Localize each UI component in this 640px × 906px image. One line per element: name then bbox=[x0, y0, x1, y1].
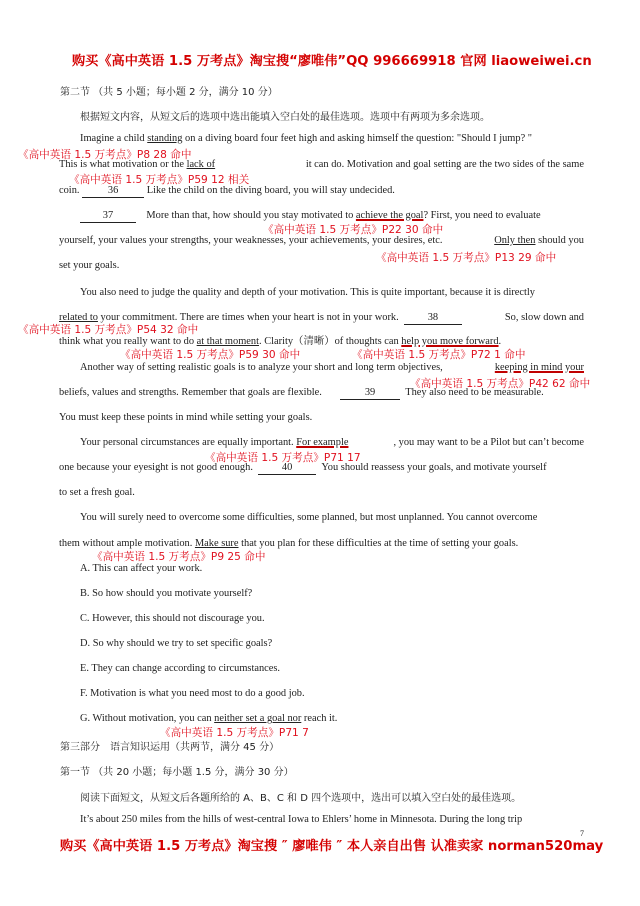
passage-line: to set a fresh goal. bbox=[59, 487, 135, 498]
passage-line: You will surely need to overcome some difficulties, some planned, but most unplanned. You cannot overcome bbox=[80, 512, 538, 523]
passage-line: 37 More than that, how should you stay motivated to achieve the goal? First, you need to evaluate bbox=[80, 210, 541, 223]
passage-line: You also need to judge the quality and depth of your motivation. This is quite important, because it is directly bbox=[80, 287, 536, 298]
option-e: E. They can change according to circumstances. bbox=[80, 663, 281, 674]
part-title: 第三部分 语言知识运用（共两节，满分 45 分） bbox=[60, 742, 280, 753]
annotation-note: 《高中英语 1.5 万考点》P71 7 bbox=[160, 727, 309, 739]
annotation-note: 《高中英语 1.5 万考点》P59 30 命中 bbox=[120, 349, 301, 361]
option-b: B. So how should you motivate yourself? bbox=[80, 588, 253, 599]
section-title: 第二节 （共 5 小题；每小题 2 分，满分 10 分） bbox=[60, 87, 278, 98]
bottom-banner: 购买《高中英语 1.5 万考点》淘宝搜 ″ 廖唯伟 ″ 本人亲自出售 认准卖家 norman520may bbox=[60, 839, 604, 854]
blank-39: 39 bbox=[340, 387, 400, 400]
passage-line: coin. 36 Like the child on the diving board, you will stay undecided. bbox=[59, 185, 395, 196]
passage-line: This is what motivation or the lack of it can do. Motivation and goal setting are the two sides of the same bbox=[59, 159, 584, 170]
section-title: 第一节 （共 20 小题；每小题 1.5 分，满分 30 分） bbox=[60, 767, 294, 778]
option-f: F. Motivation is what you need most to do a good job. bbox=[80, 688, 305, 699]
passage-line: one because your eyesight is not good enough. 40 You should reassess your goals, and motivate yourself bbox=[59, 462, 547, 473]
option-d: D. So why should we try to set specific goals? bbox=[80, 638, 273, 649]
option-c: C. However, this should not discourage you. bbox=[80, 613, 265, 624]
annotation-note: 《高中英语 1.5 万考点》P8 28 命中 bbox=[18, 149, 192, 161]
section-instruction: 根据短文内容，从短文后的选项中选出能填入空白处的最佳选项。选项中有两项为多余选项。 bbox=[80, 112, 490, 123]
annotation-note: 《高中英语 1.5 万考点》P71 17 bbox=[205, 452, 361, 464]
passage-line: It’s about 250 miles from the hills of west-central Iowa to Ehlers’ home in Minnesota. During the long trip bbox=[80, 814, 523, 825]
annotation-note: 《高中英语 1.5 万考点》P59 12 相关 bbox=[69, 174, 250, 186]
passage-line: Imagine a child standing on a diving board four feet high and asking himself the question: "Should I jump? " bbox=[80, 133, 533, 144]
passage-line: think what you really want to do at that moment. Clarity（清晰）of thoughts can help you move forward. bbox=[59, 336, 502, 347]
annotation-note: 《高中英语 1.5 万考点》P72 1 命中 bbox=[352, 349, 526, 361]
passage-line: yourself, your values your strengths, your weaknesses, your achievements, your desires, etc. Only then should you bbox=[59, 235, 584, 246]
option-g: G. Without motivation, you can neither set a goal nor reach it. bbox=[80, 713, 338, 724]
annotation-note: 《高中英语 1.5 万考点》P54 32 命中 bbox=[18, 324, 199, 336]
blank-36: 36 bbox=[82, 185, 144, 198]
passage-line: related to your commitment. There are times when your heart is not in your work. 38 So, slow down and bbox=[59, 312, 584, 323]
annotation-note: 《高中英语 1.5 万考点》P9 25 命中 bbox=[92, 551, 266, 563]
passage-line: set your goals. bbox=[59, 260, 120, 271]
passage-line: You must keep these points in mind while setting your goals. bbox=[59, 412, 313, 423]
option-a: A. This can affect your work. bbox=[80, 563, 203, 574]
section-instruction: 阅读下面短文，从短文后各题所给的 A、B、C 和 D 四个选项中，选出可以填入空白处的最佳选项。 bbox=[80, 793, 522, 804]
passage-line: beliefs, values and strengths. Remember that goals are flexible. 39 They also need to be measurable. bbox=[59, 387, 544, 398]
blank-38: 38 bbox=[404, 312, 462, 325]
passage-line: them without ample motivation. Make sure that you plan for these difficulties at the time of setting your goals. bbox=[59, 538, 519, 549]
annotation-note: 《高中英语 1.5 万考点》P42 62 命中 bbox=[410, 378, 591, 390]
passage-line: Your personal circumstances are equally important. For example , you may want to be a Pilot but can’t become bbox=[80, 437, 584, 448]
blank-37: 37 bbox=[80, 210, 136, 223]
passage-line: Another way of setting realistic goals is to analyze your short and long term objectives, keeping in mind your bbox=[80, 362, 584, 373]
page-number: 7 bbox=[580, 829, 584, 838]
annotation-note: 《高中英语 1.5 万考点》P13 29 命中 bbox=[376, 252, 557, 264]
top-banner: 购买《高中英语 1.5 万考点》淘宝搜“廖唯伟”QQ 996669918 官网 liaoweiwei.cn bbox=[72, 54, 592, 69]
annotation-note: 《高中英语 1.5 万考点》P22 30 命中 bbox=[263, 224, 444, 236]
blank-40: 40 bbox=[258, 462, 316, 475]
